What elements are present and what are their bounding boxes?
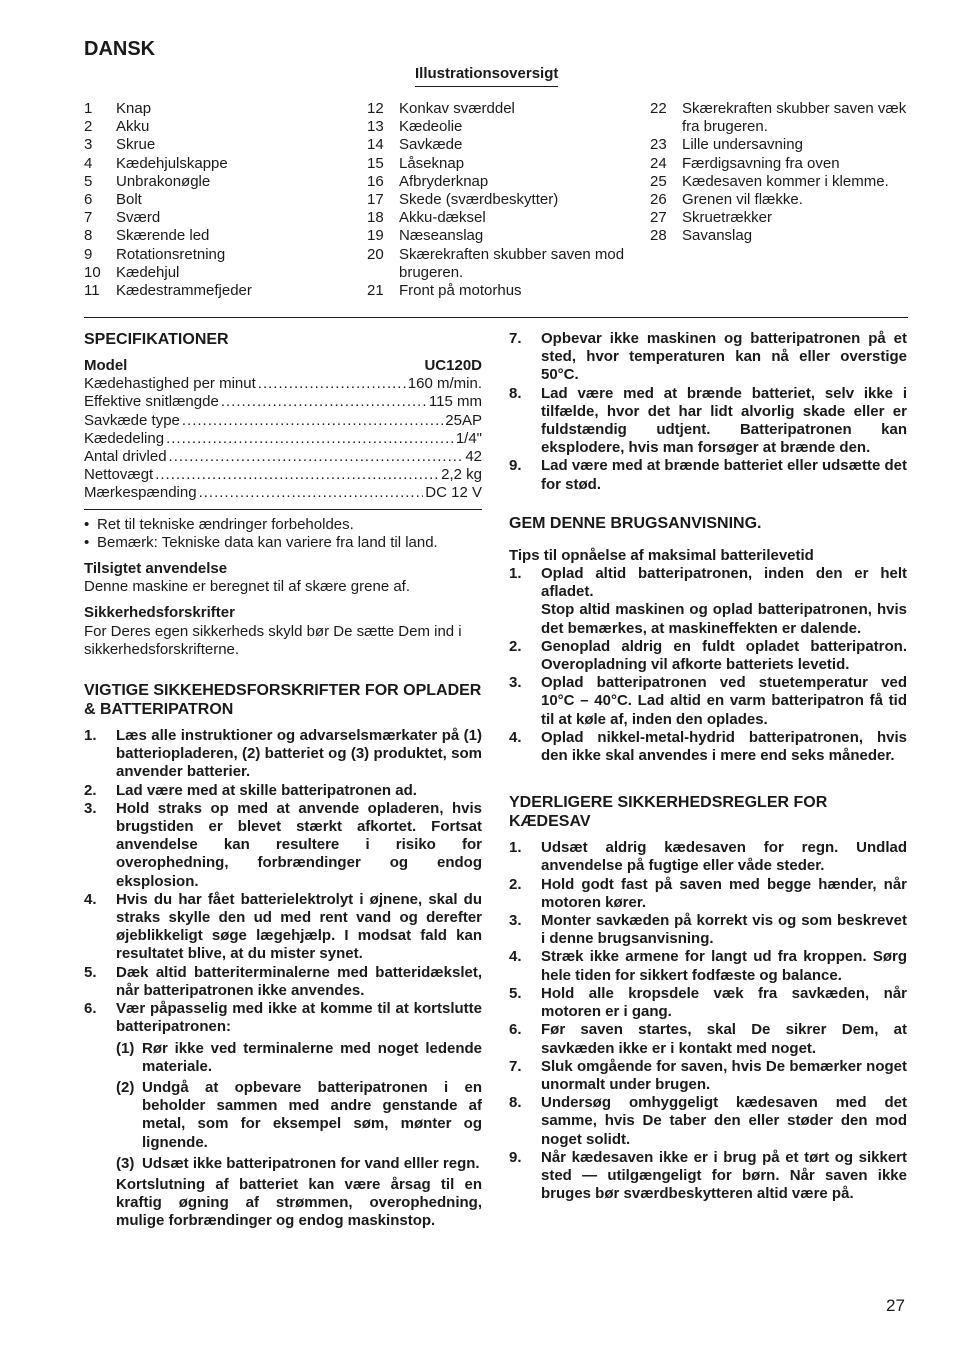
- item-number: 2: [84, 118, 93, 136]
- item-number: 21: [367, 282, 384, 300]
- item-label: Grenen vil flække.: [682, 191, 803, 209]
- subitem-number: (2): [116, 1078, 135, 1096]
- item-number: 25: [650, 172, 667, 190]
- spec-row: [84, 484, 482, 502]
- battery-safety-list: [84, 727, 482, 1230]
- illustration-list-item: [84, 155, 344, 173]
- intended-use-text: Denne maskine er beregnet til af skære grene af.: [84, 578, 411, 596]
- item-text-line: Før saven startes, skal De sikrer Dem, at savkæden ikke er i kontakt med noget.: [541, 1021, 907, 1057]
- item-number: 9.: [509, 457, 522, 475]
- safety-text: For Deres egen sikkerheds skyld bør De sætte Dem ind i sikkerhedsforskrifterne.: [84, 622, 462, 658]
- illustration-list-item: [367, 173, 627, 191]
- item-text: [116, 727, 482, 782]
- item-text: [541, 1149, 907, 1204]
- item-number: 9.: [509, 1148, 522, 1166]
- page-number: 27: [886, 1296, 905, 1315]
- chainsaw-safety-item: [509, 1149, 907, 1204]
- item-number: 7.: [509, 330, 522, 347]
- subitem-number: (3): [116, 1154, 135, 1172]
- item-number: 1.: [84, 727, 97, 745]
- battery-safety-item: [509, 457, 907, 493]
- item-text-line: Hold godt fast på saven med begge hænder, når motoren kører.: [541, 875, 907, 911]
- illustration-list-item: [84, 264, 344, 282]
- illustration-list-item: [84, 100, 344, 118]
- item-number: 7.: [509, 1057, 522, 1075]
- battery-tip-item: [509, 565, 907, 638]
- spec-row: [84, 375, 482, 393]
- item-number: 23: [650, 136, 667, 154]
- item-text: [116, 800, 482, 891]
- item-text-line: Udsæt aldrig kædesaven for regn. Undlad anvendelse på fugtige eller våde steder.: [541, 839, 907, 875]
- illustration-list-item: [367, 227, 627, 245]
- illustration-list-item: [84, 136, 344, 154]
- item-number: 15: [367, 154, 384, 172]
- chainsaw-safety-item: [509, 876, 907, 912]
- item-text: [541, 912, 907, 948]
- illustration-list-item: [84, 209, 344, 227]
- subitem-text: Undgå at opbevare batteripatronen i en beholder sammen med andre genstande af metal, som for eksempel søm, mønter og lignende.: [142, 1078, 482, 1151]
- illustration-list-column-2: [367, 100, 627, 300]
- item-text-line: Stræk ikke armene for langt ud fra kroppen. Sørg hele tiden for sikkert fodfæste og balance.: [541, 948, 907, 984]
- item-number: 4.: [84, 890, 97, 908]
- battery-safety-item: [509, 385, 907, 458]
- item-number: 2.: [509, 637, 522, 655]
- item-label: Låseknap: [399, 154, 465, 172]
- battery-tips-list: [509, 565, 907, 765]
- spec-label: Effektive snitlængde: [84, 393, 219, 411]
- item-number: 27: [650, 209, 667, 227]
- item-number: 4.: [509, 728, 522, 746]
- item-number: 4: [84, 154, 93, 172]
- item-label: Kædehjulskappe: [116, 154, 228, 172]
- item-text-line: Stop altid maskinen og oplad batteripatronen, hvis det bemærkes, at maskineffekten er dalende.: [541, 601, 907, 637]
- chainsaw-safety-item: [509, 1058, 907, 1094]
- item-text: [116, 891, 482, 964]
- right-column: [509, 330, 907, 1203]
- item-number: 2.: [84, 781, 97, 799]
- illustration-list-item: [367, 136, 627, 154]
- item-label: Bolt: [116, 191, 142, 209]
- item-number: 1.: [509, 565, 522, 583]
- item-text-line: Monter savkæden på korrekt vis og som beskrevet i denne brugsanvisning.: [541, 912, 907, 948]
- item-text: [541, 565, 907, 638]
- item-label: Skærekraften skubber saven mod brugeren.: [399, 245, 625, 281]
- item-number: 12: [367, 100, 384, 117]
- item-number: 19: [367, 227, 384, 245]
- subitem-text: Udsæt ikke batteripatronen for vand elller regn.: [142, 1154, 480, 1172]
- item-text: [116, 782, 482, 800]
- illustration-list-item: [650, 100, 912, 136]
- spec-value: 1/4": [455, 429, 482, 447]
- item-text-line: Vær påpasselig med ikke at komme til at kortslutte batteripatronen:: [116, 1000, 482, 1036]
- item-text: [541, 948, 907, 984]
- illustration-list-item: [650, 209, 912, 227]
- battery-safety-item: [84, 782, 482, 800]
- chainsaw-safety-item: [509, 1094, 907, 1149]
- battery-tip-item: [509, 729, 907, 765]
- item-text: [541, 457, 907, 493]
- illustration-list-item: [367, 246, 627, 282]
- item-number: 14: [367, 136, 384, 154]
- item-text-line: Hold alle kropsdele væk fra savkæden, når motoren er i gang.: [541, 984, 907, 1021]
- item-label: Unbrakonøgle: [116, 172, 211, 190]
- item-label: Færdigsavning fra oven: [682, 154, 840, 172]
- item-text-line: Genoplad aldrig en fuldt opladet batteripatron. Overopladning vil afkorte batteriets levetid.: [541, 637, 907, 674]
- spec-leader-dots: [182, 412, 443, 430]
- item-label: Sværd: [116, 209, 161, 227]
- illustration-list-item: [367, 100, 627, 118]
- illustration-list-item: [367, 118, 627, 136]
- item-label: Savanslag: [682, 227, 753, 245]
- item-text: [541, 876, 907, 912]
- spec-value: DC 12 V: [425, 484, 482, 502]
- chainsaw-safety-item: [509, 985, 907, 1021]
- battery-safety-item: [84, 800, 482, 891]
- item-label: Skærekraften skubber saven væk fra brugeren.: [682, 100, 907, 136]
- subitem-number: (1): [116, 1039, 135, 1057]
- battery-tip-item: [509, 638, 907, 674]
- spec-value: 160 m/min.: [407, 375, 482, 393]
- intended-use-heading: Tilsigtet anvendelse: [84, 560, 228, 578]
- spec-note-text: Ret til tekniske ændringer forbeholdes.: [97, 515, 354, 533]
- illustration-overview-title: Illustrationsoversigt: [415, 65, 558, 87]
- item-text-line: Sluk omgående for saven, hvis De bemærker noget unormalt under brugen.: [541, 1057, 907, 1093]
- spec-leader-dots: [199, 484, 424, 502]
- item-label: Konkav sværddel: [399, 100, 515, 117]
- illustration-list-item: [650, 173, 912, 191]
- item-number: 6.: [509, 1021, 522, 1039]
- item-text: [541, 674, 907, 729]
- battery-safety-item: [84, 1000, 482, 1230]
- item-number: 26: [650, 191, 667, 209]
- item-text-line: Dæk altid batteriterminalerne med batteridækslet, når batteripatronen ikke anvendes.: [116, 963, 482, 999]
- item-label: Skruetrækker: [682, 209, 773, 227]
- spec-label: Savkæde type: [84, 411, 180, 429]
- item-number: 6.: [84, 1000, 97, 1018]
- item-number: 5: [84, 172, 93, 190]
- spec-divider: [84, 509, 482, 510]
- item-text: [541, 839, 907, 875]
- item-label: Skede (sværdbeskytter): [399, 191, 559, 209]
- spec-leader-dots: [258, 375, 406, 393]
- item-number: 3.: [84, 799, 97, 817]
- illustration-list-item: [650, 155, 912, 173]
- spec-row: [84, 448, 482, 466]
- item-text-line: Lad være med at brænde batteriet eller udsætte det for stød.: [541, 457, 907, 493]
- spec-label: Nettovægt: [84, 466, 154, 484]
- item-number: 3.: [509, 912, 522, 930]
- specifications-heading: SPECIFIKATIONER: [84, 331, 229, 348]
- subitem-text: Rør ikke ved terminalerne med noget ledende materiale.: [142, 1039, 482, 1075]
- illustration-list-item: [84, 118, 344, 136]
- item-text-line: Hvis du har fået batterielektrolyt i øjnene, skal du straks skylle den ud med rent vand og derefter øjeblikkeligt søge lægehjælp. I modsat fald kan resultatet blive, at du mister synet.: [116, 890, 482, 963]
- illustration-list-column-1: [84, 100, 344, 300]
- item-label: Skærende led: [116, 227, 210, 245]
- item-label: Akku-dæksel: [399, 209, 486, 227]
- item-text: [116, 1000, 482, 1230]
- item-number: 16: [367, 172, 384, 190]
- item-number: 17: [367, 191, 384, 209]
- item-text: [116, 964, 482, 1000]
- short-circuit-note: Kortslutning af batteriet kan være årsag til en kraftig øgning af strømmen, overophedning, mulige forbrændinger og endog maskinstop.: [116, 1175, 482, 1230]
- spec-leader-dots: [166, 430, 454, 448]
- illustration-list-item: [367, 191, 627, 209]
- spec-value: 115 mm: [428, 393, 482, 411]
- battery-tips-heading: Tips til opnåelse af maksimal batterilevetid: [509, 546, 814, 564]
- item-text-line: Hold straks op med at anvende opladeren, hvis brugstiden er blevet stærkt afkortet. Fortsat anvendelse kan resultere i risiko for overophedning, forbrændinger og endog eksplosion.: [116, 799, 482, 890]
- item-text-line: Oplad altid batteripatronen, inden den er helt afladet.: [541, 565, 907, 601]
- item-text: [541, 330, 907, 385]
- item-text: [541, 1021, 907, 1057]
- item-text: [541, 1094, 907, 1149]
- spec-leader-dots: [169, 448, 464, 466]
- item-number: 1: [84, 100, 93, 117]
- spec-table: [84, 375, 482, 502]
- item-text-line: Oplad batteripatronen ved stuetemperatur ved 10°C – 40°C. Lad altid en varm batteripatron få tid til at køle af, inden den oplades.: [541, 674, 907, 728]
- illustration-list-item: [650, 136, 912, 154]
- item-label: Knap: [116, 100, 152, 117]
- chainsaw-safety-item: [509, 1021, 907, 1057]
- chainsaw-safety-item: [509, 948, 907, 984]
- item-text-line: Læs alle instruktioner og advarselsmærkater på (1) batteriopladeren, (2) batteriet og (3) produktet, som anvender batterier.: [116, 727, 482, 781]
- item-label: Afbryderknap: [399, 172, 489, 190]
- battery-tip-item: [509, 674, 907, 729]
- item-number: 20: [367, 245, 384, 263]
- spec-label: Mærkespænding: [84, 484, 197, 502]
- spec-row: [84, 412, 482, 430]
- spec-row: [84, 430, 482, 448]
- illustration-list-item: [650, 227, 912, 245]
- item-number: 10: [84, 263, 101, 281]
- spec-note-text: Bemærk: Tekniske data kan variere fra land til land.: [97, 533, 438, 551]
- chainsaw-safety-list: [509, 839, 907, 1203]
- item-number: 1.: [509, 839, 522, 857]
- left-column: [84, 330, 482, 1231]
- battery-safety-item: [509, 330, 907, 385]
- battery-safety-item: [84, 891, 482, 964]
- spec-model-row: [84, 357, 482, 375]
- item-number: 4.: [509, 948, 522, 966]
- spec-model-value: UC120D: [424, 357, 482, 374]
- item-label: Akku: [116, 118, 150, 136]
- item-number: 5.: [84, 963, 97, 981]
- spec-label: Kædehastighed per minut: [84, 375, 256, 393]
- illustration-list-item: [367, 155, 627, 173]
- chainsaw-safety-item: [509, 839, 907, 875]
- item-number: 6: [84, 191, 93, 209]
- spec-label: Kædedeling: [84, 429, 165, 447]
- section-divider: [84, 317, 908, 318]
- item-text-line: Undersøg omhyggeligt kædesaven med det samme, hvis De taber den eller støder den mod noget solidt.: [541, 1094, 907, 1148]
- spec-row: [84, 393, 482, 411]
- item-number: 3: [84, 136, 93, 154]
- spec-label: Antal drivled: [84, 448, 167, 466]
- battery-safety-subitem: [116, 1155, 482, 1173]
- spec-row: [84, 466, 482, 484]
- item-number: 28: [650, 227, 667, 245]
- safety-heading: Sikkerhedsforskrifter: [84, 604, 235, 622]
- item-label: Skrue: [116, 136, 156, 154]
- bullet: •: [84, 515, 90, 533]
- item-text-line: Oplad nikkel-metal-hydrid batteripatronen, hvis den ikke skal anvendes i mere end seks måneder.: [541, 728, 907, 765]
- spec-leader-dots: [155, 466, 439, 484]
- item-text: [541, 985, 907, 1021]
- item-label: Kædestrammefjeder: [116, 282, 252, 300]
- language-heading: DANSK: [84, 38, 156, 60]
- item-label: Kædehjul: [116, 263, 180, 281]
- illustration-list-item: [84, 246, 344, 264]
- item-number: 8.: [509, 384, 522, 402]
- item-number: 22: [650, 100, 667, 117]
- item-number: 8.: [509, 1094, 522, 1112]
- spec-note: [84, 516, 482, 534]
- item-number: 3.: [509, 674, 522, 692]
- battery-safety-item: [84, 727, 482, 782]
- item-number: 13: [367, 118, 384, 136]
- spec-notes: [84, 516, 482, 552]
- item-text-line: Lad være med at brænde batteriet, selv ikke i tilfælde, hvor det har lidt alvorlig skade eller er fuldstændig udtjent. Batteripatronen kan eksplodere, hvis man forsøger at brænde den.: [541, 384, 907, 457]
- illustration-list-item: [84, 282, 344, 300]
- item-label: Front på motorhus: [399, 282, 522, 300]
- item-text: [541, 638, 907, 674]
- illustration-list-item: [84, 173, 344, 191]
- item-number: 2.: [509, 875, 522, 893]
- chainsaw-safety-item: [509, 912, 907, 948]
- illustration-list-item: [367, 209, 627, 227]
- spec-value: 25AP: [445, 411, 482, 429]
- battery-safety-subitem: [116, 1079, 482, 1152]
- item-label: Savkæde: [399, 136, 463, 154]
- item-text: [541, 729, 907, 765]
- item-number: 8: [84, 227, 93, 245]
- item-number: 9: [84, 245, 93, 263]
- item-label: Kædeolie: [399, 118, 463, 136]
- item-label: Lille undersavning: [682, 136, 803, 154]
- spec-leader-dots: [221, 393, 427, 411]
- spec-value: 42: [465, 448, 482, 466]
- item-label: Kædesaven kommer i klemme.: [682, 172, 889, 190]
- illustration-list-item: [84, 191, 344, 209]
- illustration-list-column-3: [650, 100, 912, 246]
- illustration-list-item: [84, 227, 344, 245]
- spec-model-label: Model: [84, 357, 128, 374]
- item-text-line: Lad være med at skille batteripatronen ad.: [116, 781, 417, 799]
- illustration-list-item: [367, 282, 627, 300]
- item-number: 11: [84, 282, 100, 300]
- bullet: •: [84, 533, 90, 551]
- item-number: 18: [367, 209, 384, 227]
- item-label: Rotationsretning: [116, 245, 226, 263]
- item-number: 24: [650, 154, 667, 172]
- item-text-line: Når kædesaven ikke er i brug på et tørt og sikkert sted — utilgængeligt for børn. Når saven ikke bruges bør sværdbeskytteren altid være på.: [541, 1148, 907, 1203]
- item-text: [541, 1058, 907, 1094]
- item-text-line: Opbevar ikke maskinen og batteripatronen på et sted, hvor temperaturen kan nå eller overstige 50°C.: [541, 330, 907, 384]
- item-number: 5.: [509, 984, 522, 1002]
- save-instructions-heading: GEM DENNE BRUGSANVISNING.: [509, 514, 762, 532]
- chainsaw-safety-heading: YDERLIGERE SIKKERHEDSREGLER FOR KÆDESAV: [509, 794, 828, 831]
- item-number: 7: [84, 209, 93, 227]
- item-text: [541, 385, 907, 458]
- spec-value: 2,2 kg: [441, 466, 482, 484]
- battery-safety-heading: VIGTIGE SIKKEHEDSFORSKRIFTER FOR OPLADER & BATTERIPATRON: [84, 682, 482, 719]
- item-label: Næseanslag: [399, 227, 484, 245]
- illustration-list-item: [650, 191, 912, 209]
- spec-note: [84, 534, 482, 552]
- battery-safety-subitem: [116, 1040, 482, 1076]
- battery-safety-list-continued: [509, 330, 907, 494]
- battery-safety-item: [84, 964, 482, 1000]
